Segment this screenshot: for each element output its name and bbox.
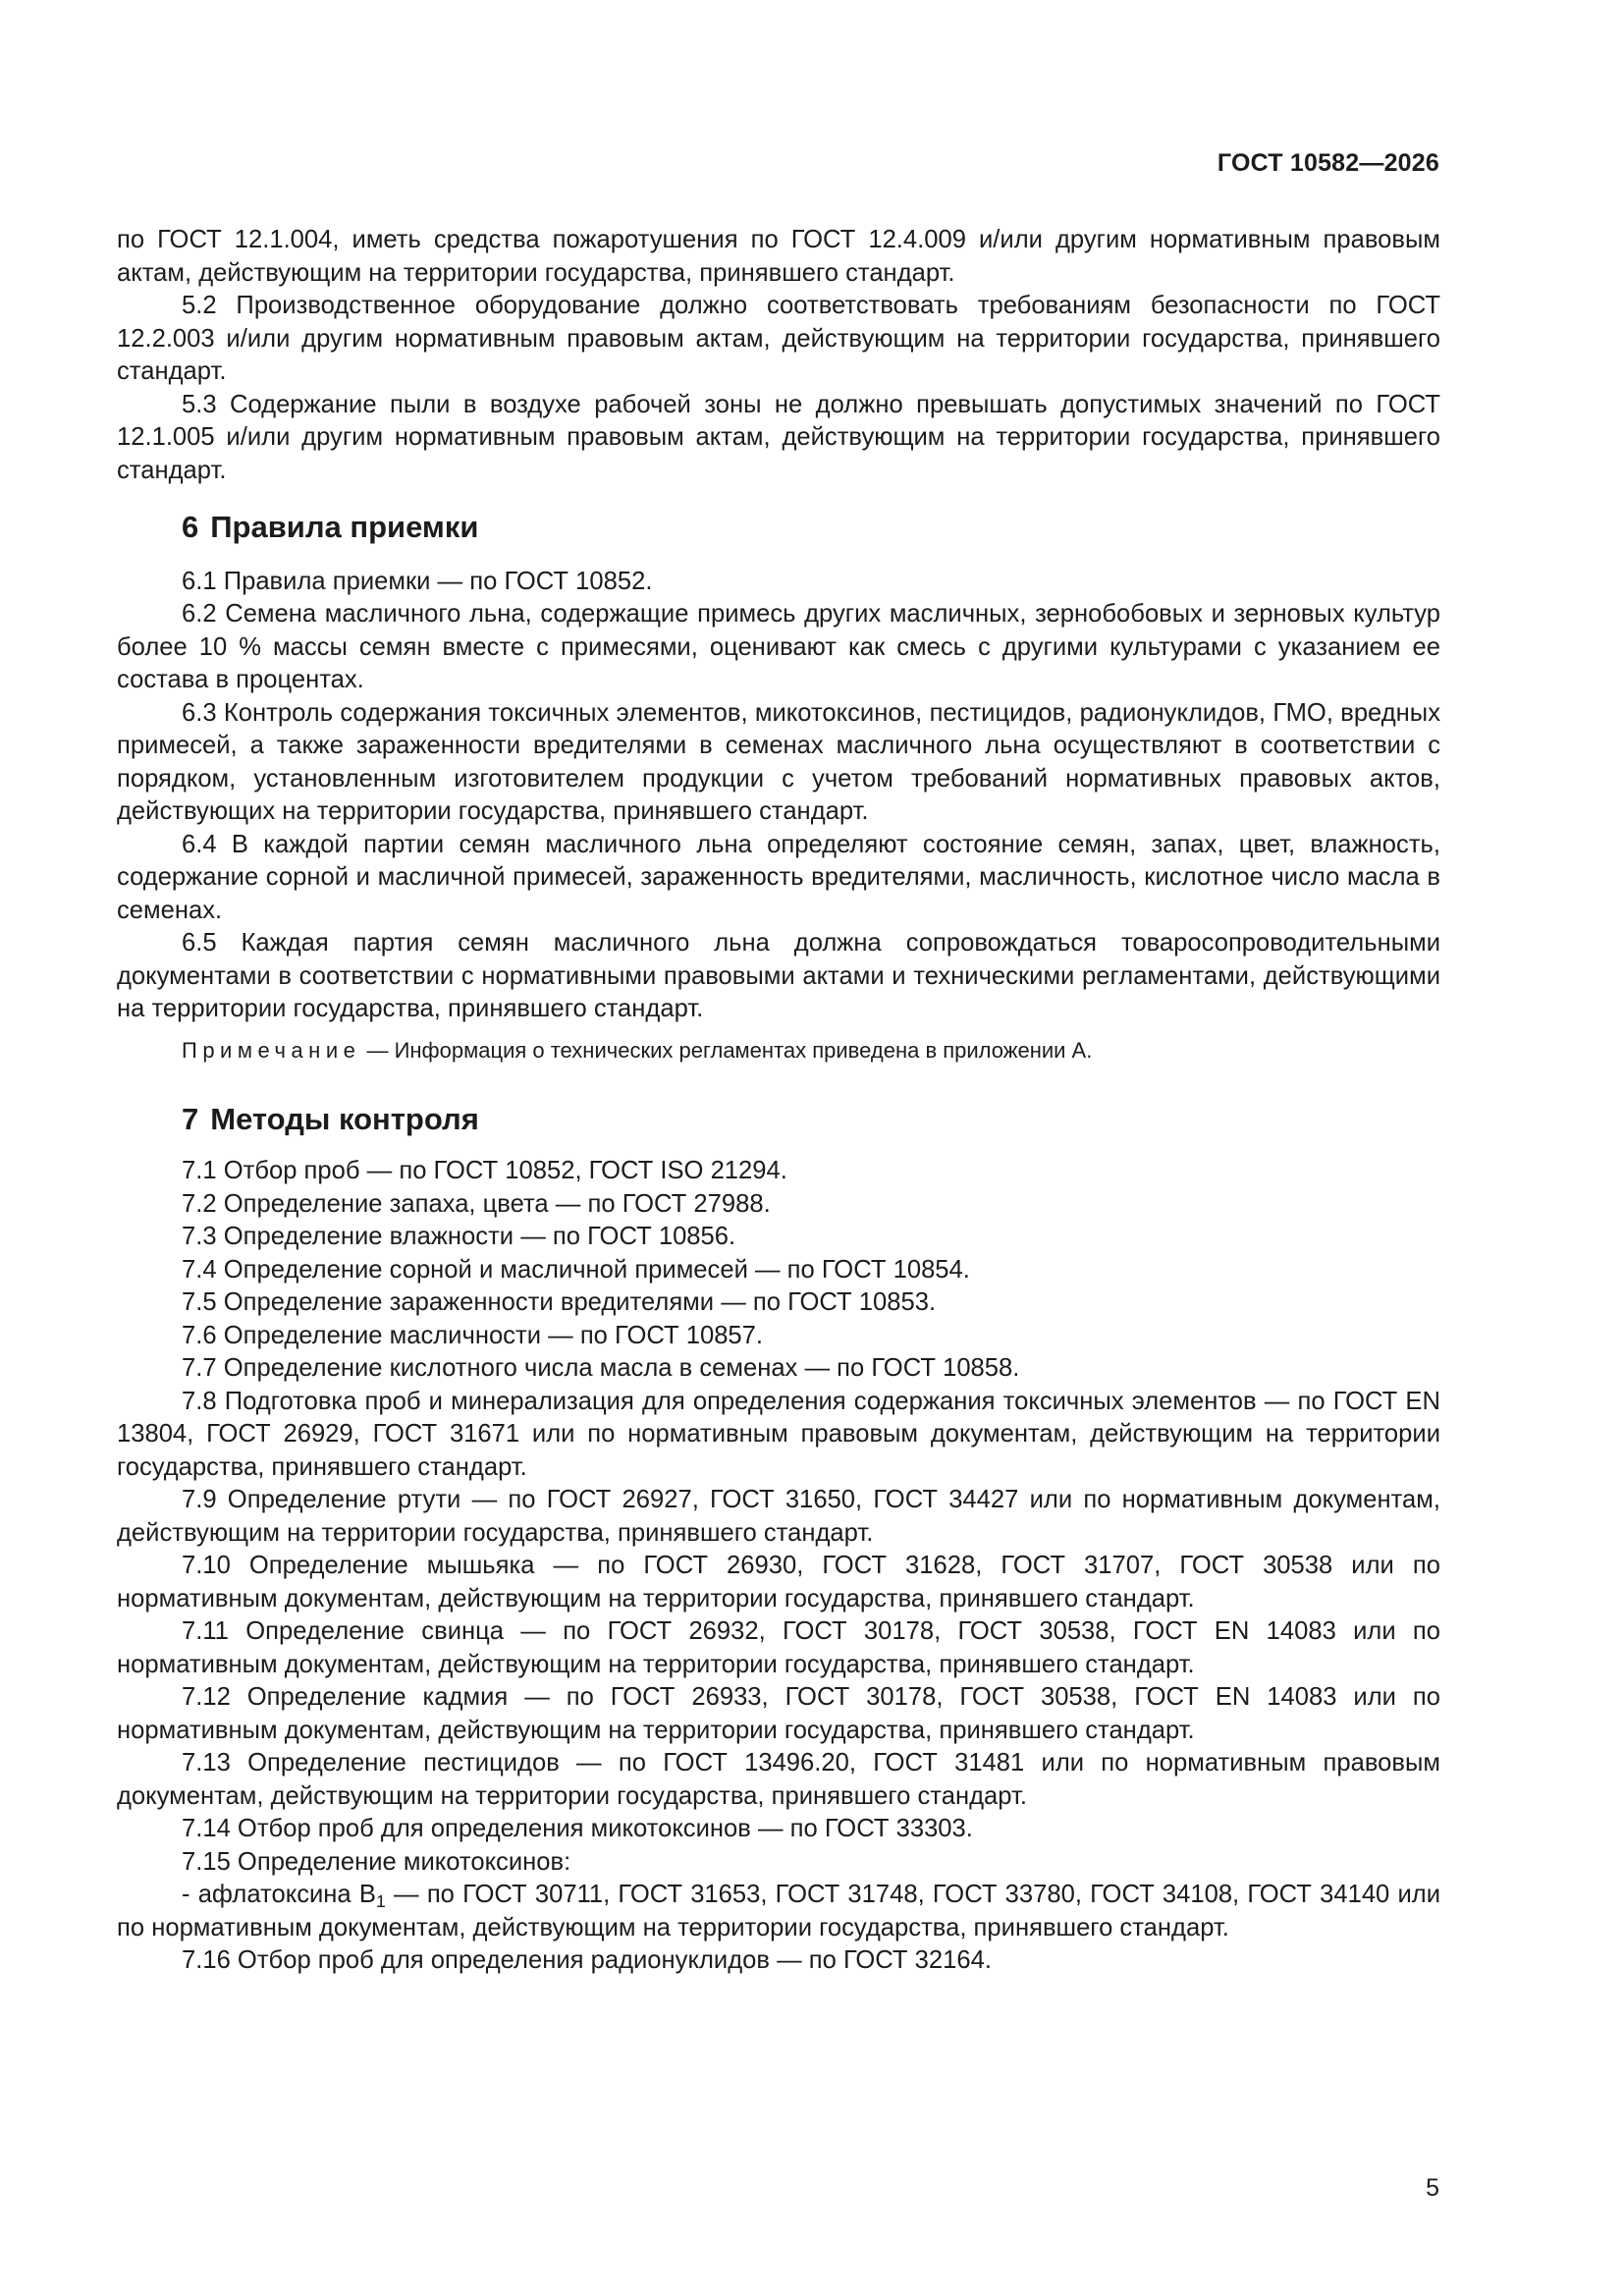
paragraph-7-5: 7.5 Определение зараженности вредителями — по ГОСТ 10853. bbox=[182, 1288, 937, 1316]
paragraph-7-3: 7.3 Определение влажности — по ГОСТ 10856. bbox=[182, 1223, 736, 1250]
note-label: Примечание bbox=[182, 1037, 361, 1063]
paragraph-7-7: 7.7 Определение кислотного числа масла в семенах — по ГОСТ 10858. bbox=[182, 1354, 1020, 1382]
aflatoxin-rest: — по ГОСТ 30711, ГОСТ 31653, ГОСТ 31748, ГОСТ 33780, ГОСТ 34108, ГОСТ 34140 или по нормативным документам, действующим на территории государства, принявшего стандарт. bbox=[117, 1881, 1440, 1941]
section-7-title: Методы контроля bbox=[210, 1101, 479, 1136]
paragraph-7-11: 7.11 Определение свинца — по ГОСТ 26932, ГОСТ 30178, ГОСТ 30538, ГОСТ EN 14083 или по нормативным документам, действующим на территории государства, принявшего стандарт. bbox=[117, 1617, 1440, 1678]
paragraph-6-1: 6.1 Правила приемки — по ГОСТ 10852. bbox=[182, 567, 653, 595]
document-body bbox=[117, 224, 1440, 1978]
paragraph-7-16: 7.16 Отбор проб для определения радионуклидов — по ГОСТ 32164. bbox=[182, 1946, 992, 1974]
paragraph-6-4: 6.4 В каждой партии семян масличного льна определяют состояние семян, запах, цвет, влажность, содержание сорной и масличной примесей, зараженность вредителями, масличность, кислотное число масла в семенах. bbox=[117, 830, 1440, 924]
section-7-number: 7 bbox=[182, 1101, 199, 1136]
paragraph-7-9: 7.9 Определение ртути — по ГОСТ 26927, ГОСТ 31650, ГОСТ 34427 или по нормативным документам, действующим на территории государства, принявшего стандарт. bbox=[117, 1486, 1440, 1547]
paragraph-7-8: 7.8 Подготовка проб и минерализация для определения содержания токсичных элементов — по ГОСТ EN 13804, ГОСТ 26929, ГОСТ 31671 или по нормативным правовым документам, действующим на территории государства, принявшего стандарт. bbox=[117, 1387, 1440, 1481]
paragraph-7-6: 7.6 Определение масличности — по ГОСТ 10857. bbox=[182, 1321, 764, 1349]
paragraph-7-14: 7.14 Отбор проб для определения микотоксинов — по ГОСТ 33303. bbox=[182, 1815, 973, 1842]
aflatoxin-prefix: - афлатоксина B bbox=[182, 1881, 376, 1908]
paragraph-5-3: 5.3 Содержание пыли в воздухе рабочей зоны не должно превышать допустимых значений по ГОСТ 12.1.005 и/или другим нормативным правовым актам, действующим на территории государства, принявшего стандарт. bbox=[117, 390, 1440, 484]
paragraph-7-4: 7.4 Определение сорной и масличной примесей — по ГОСТ 10854. bbox=[182, 1255, 970, 1284]
aflatoxin-subscript: 1 bbox=[375, 1891, 386, 1911]
section-6-number: 6 bbox=[182, 510, 199, 544]
note-text: — Информация о технических регламентах приведена в приложении А. bbox=[360, 1037, 1093, 1063]
paragraph-7-2: 7.2 Определение запаха, цвета — по ГОСТ 27988. bbox=[182, 1189, 771, 1218]
paragraph-7-15: 7.15 Определение микотоксинов: bbox=[182, 1847, 571, 1876]
paragraph-7-10: 7.10 Определение мышьяка — по ГОСТ 26930, ГОСТ 31628, ГОСТ 31707, ГОСТ 30538 или по нормативным документам, действующим на территории государства, принявшего стандарт. bbox=[117, 1552, 1440, 1613]
paragraph-6-3: 6.3 Контроль содержания токсичных элементов, микотоксинов, пестицидов, радионуклидов, ГМО, вредных примесей, а также зараженности вредителями в семенах масличного льна осуществляют в соответствии с порядком, установленным изготовителем продукции с учетом требований нормативных правовых актов, действующих на территории государства, принявшего стандарт. bbox=[117, 698, 1440, 825]
section-6-title: Правила приемки bbox=[210, 510, 479, 544]
note-6 bbox=[117, 1036, 1440, 1066]
section-7-heading bbox=[117, 1103, 1440, 1136]
paragraph-aflatoxin bbox=[117, 1879, 1440, 1944]
paragraph-7-13: 7.13 Определение пестицидов — по ГОСТ 13496.20, ГОСТ 31481 или по нормативным правовым документам, действующим на территории государства, принявшего стандарт. bbox=[117, 1749, 1440, 1810]
page-number: 5 bbox=[1426, 2174, 1439, 2202]
paragraph-6-2: 6.2 Семена масличного льна, содержащие примесь других масличных, зернобобовых и зерновых культур более 10 % массы семян вместе с примесями, оценивают как смесь с другими культурами с указанием ее состава в процентах. bbox=[117, 600, 1440, 693]
paragraph-7-12: 7.12 Определение кадмия — по ГОСТ 26933, ГОСТ 30178, ГОСТ 30538, ГОСТ EN 14083 или по нормативным документам, действующим на территории государства, принявшего стандарт. bbox=[117, 1683, 1440, 1744]
section-6-heading bbox=[117, 511, 1440, 544]
paragraph-6-5: 6.5 Каждая партия семян масличного льна должна сопровождаться товаросопроводительными документами в соответствии с нормативными правовыми актами и техническими регламентами, действующими на территории государства, принявшего стандарт. bbox=[117, 929, 1440, 1022]
paragraph-5-2: 5.2 Производственное оборудование должно соответствовать требованиям безопасности по ГОСТ 12.2.003 и/или другим нормативным правовым актам, действующим на территории государства, принявшего стандарт. bbox=[117, 292, 1440, 385]
document-code-header: ГОСТ 10582—2026 bbox=[1217, 149, 1439, 177]
paragraph-continuation: по ГОСТ 12.1.004, иметь средства пожаротушения по ГОСТ 12.4.009 и/или другим нормативным правовым актам, действующим на территории государства, принявшего стандарт. bbox=[117, 226, 1440, 287]
paragraph-7-1: 7.1 Отбор проб — по ГОСТ 10852, ГОСТ ISO 21294. bbox=[182, 1157, 787, 1184]
